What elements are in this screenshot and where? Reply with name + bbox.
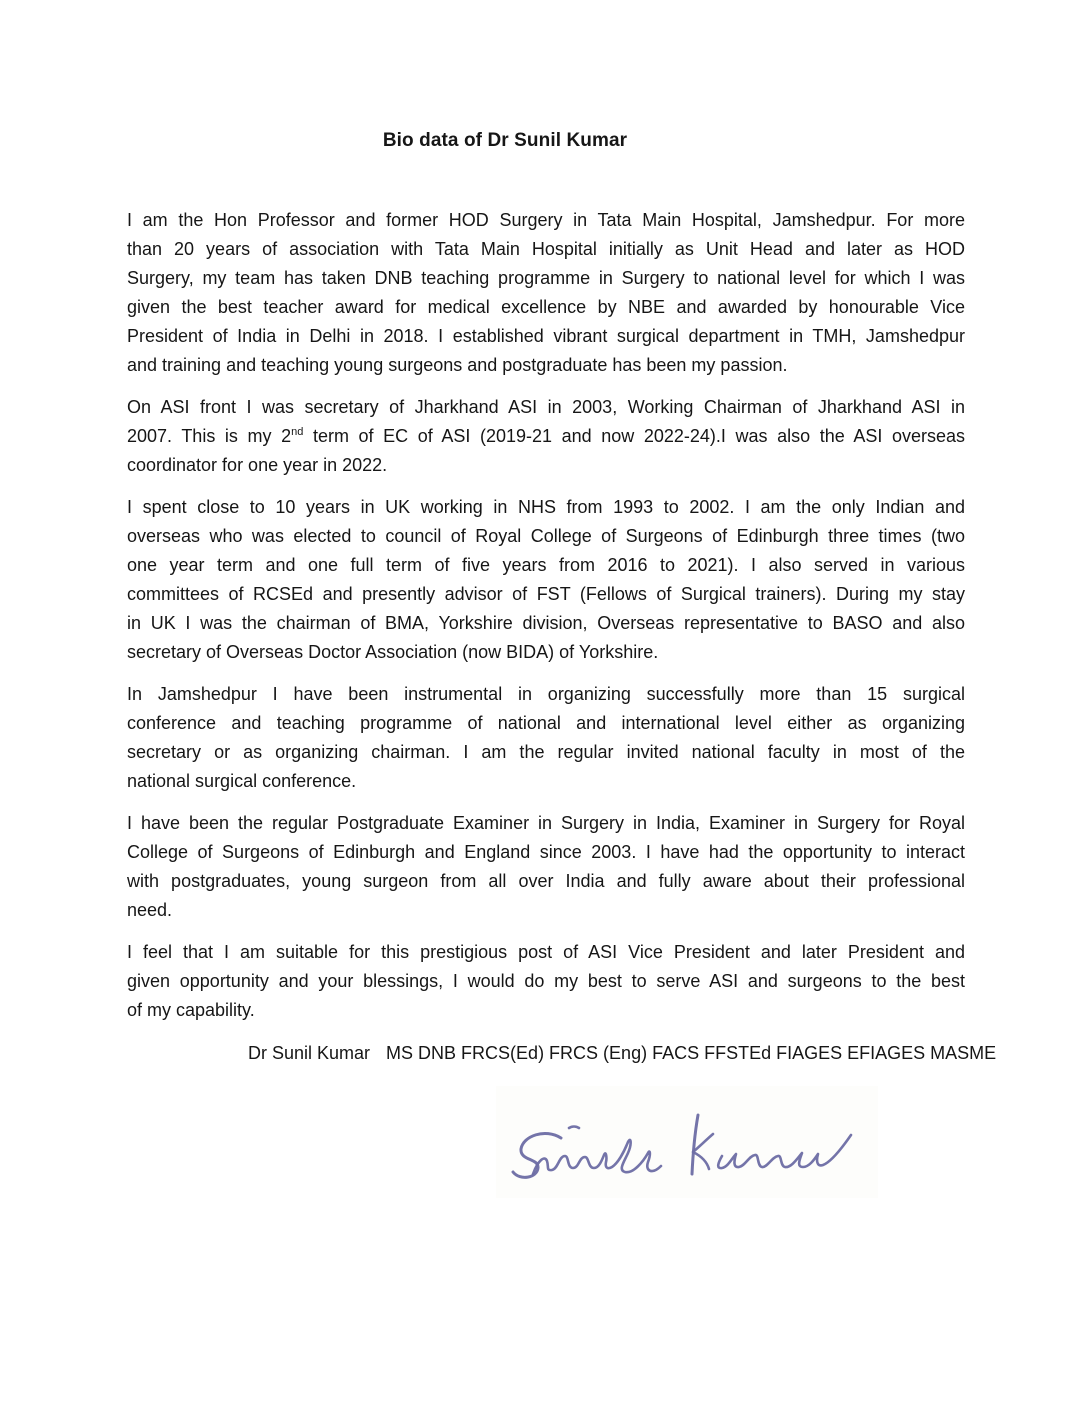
paragraph-line: national surgical conference. bbox=[127, 771, 357, 791]
signature-byline bbox=[127, 1039, 997, 1068]
paragraph-line: secretary of Overseas Doctor Association (now BIDA) of Yorkshire. bbox=[127, 642, 659, 662]
paragraph-line: Surgery, my team has taken DNB teaching programme in Surgery to national level for which I was bbox=[127, 268, 965, 288]
paragraph-line: in UK I was the chairman of BMA, Yorkshire division, Overseas representative to BASO and also bbox=[127, 613, 965, 633]
paragraph-line: conference and teaching programme of national and international level either as organizing bbox=[127, 713, 965, 733]
paragraph-line: need. bbox=[127, 900, 173, 920]
paragraph-line: coordinator for one year in 2022. bbox=[127, 455, 388, 475]
document-title: Bio data of Dr Sunil Kumar bbox=[382, 130, 628, 151]
paragraph-line: I have been the regular Postgraduate Examiner in Surgery in India, Examiner in Surgery for Royal bbox=[127, 813, 965, 833]
paragraph-line: committees of RCSEd and presently advisor of FST (Fellows of Surgical trainers). During my stay bbox=[127, 584, 965, 604]
paragraph-line: secretary or as organizing chairman. I am the regular invited national faculty in most of the bbox=[127, 742, 965, 762]
paragraph-line: with postgraduates, young surgeon from all over India and fully aware about their professional bbox=[127, 871, 965, 891]
paragraph-line: I am the Hon Professor and former HOD Surgery in Tata Main Hospital, Jamshedpur. For more bbox=[127, 210, 965, 230]
signature-stroke-umar bbox=[718, 1135, 851, 1168]
byline-credentials: MS DNB FRCS(Ed) FRCS (Eng) FACS FFSTEd FIAGES EFIAGES MASME bbox=[386, 1043, 997, 1063]
paragraph-line: and training and teaching young surgeons and postgraduate has been my passion. bbox=[127, 355, 788, 375]
paragraph-line: In Jamshedpur I have been instrumental in organizing successfully more than 15 surgical bbox=[127, 684, 965, 704]
paragraph-line: College of Surgeons of Edinburgh and England since 2003. I have had the opportunity to interact bbox=[127, 842, 965, 862]
paragraph-closing bbox=[127, 938, 965, 1025]
document-body bbox=[127, 206, 997, 1068]
paragraph-uk bbox=[127, 493, 965, 667]
paragraph-line bbox=[127, 422, 965, 451]
paragraph-asi bbox=[127, 393, 965, 480]
paragraph-line: given the best teacher award for medical excellence by NBE and awarded by honourable Vice bbox=[127, 297, 965, 317]
byline-name: Dr Sunil Kumar bbox=[248, 1043, 371, 1063]
paragraph-jamshedpur bbox=[127, 680, 965, 796]
paragraph-intro bbox=[127, 206, 965, 380]
paragraph-line: than 20 years of association with Tata Main Hospital initially as Unit Head and later as HOD bbox=[127, 239, 965, 259]
paragraph-line: President of India in Delhi in 2018. I established vibrant surgical department in TMH, Jamshedpur bbox=[127, 326, 965, 346]
paragraph-line: given opportunity and your blessings, I would do my best to serve ASI and surgeons to the best bbox=[127, 971, 965, 991]
signature-stroke-unil bbox=[533, 1140, 661, 1174]
ordinal-superscript: nd bbox=[291, 426, 304, 438]
signature-stroke-sunil bbox=[513, 1134, 561, 1178]
signature-k-stem bbox=[692, 1115, 698, 1174]
paragraph-line: of my capability. bbox=[127, 1000, 255, 1020]
paragraph-line: I feel that I am suitable for this prestigious post of ASI Vice President and later President and bbox=[127, 942, 965, 962]
signature-image bbox=[505, 1098, 865, 1193]
paragraph-line: On ASI front I was secretary of Jharkhand ASI in 2003, Working Chairman of Jharkhand ASI in bbox=[127, 397, 965, 417]
paragraph-line: I spent close to 10 years in UK working in NHS from 1993 to 2002. I am the only Indian and bbox=[127, 497, 965, 517]
paragraph-line: one year term and one full term of five years from 2016 to 2021). I also served in various bbox=[127, 555, 965, 575]
paragraph-examiner bbox=[127, 809, 965, 925]
signature-i-dot bbox=[569, 1127, 579, 1129]
line-text: 2007. This is my 2 bbox=[127, 426, 292, 446]
line-text: term of EC of ASI (2019-21 and now 2022-24).I was also the ASI overseas bbox=[303, 426, 965, 446]
paragraph-line: overseas who was elected to council of Royal College of Surgeons of Edinburgh three times (two bbox=[127, 526, 965, 546]
